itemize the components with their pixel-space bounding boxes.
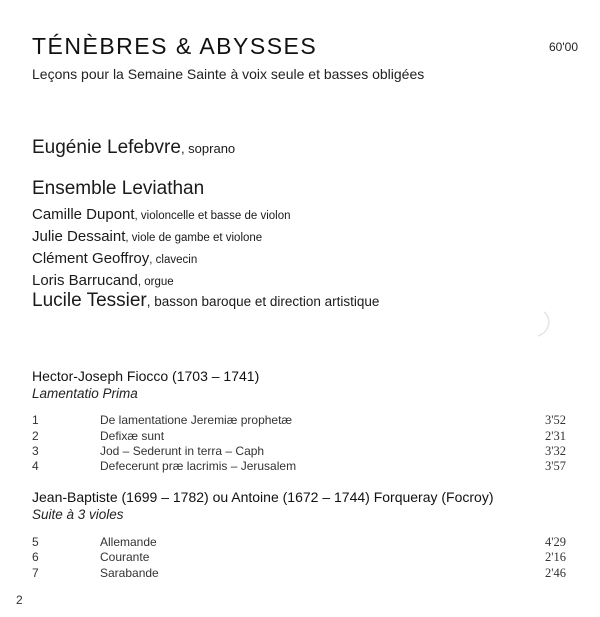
track-number: 1: [32, 413, 39, 427]
member-name: Clément Geoffroy: [32, 250, 150, 267]
ensemble-name: Ensemble Leviathan: [32, 178, 205, 199]
member-role: , clavecin: [149, 254, 198, 266]
ensemble-member: [32, 250, 197, 268]
track-title: Jod – Sederunt in terra – Caph: [100, 444, 265, 458]
track-number: 6: [32, 550, 39, 564]
track-title: Allemande: [100, 535, 157, 549]
track-row: [32, 459, 566, 475]
soloist-role: , soprano: [180, 141, 236, 156]
track-title: De lamentatione Jeremiæ prophetæ: [100, 413, 293, 427]
track-row: [32, 413, 566, 429]
member-role: , orgue: [137, 276, 174, 288]
track-row: [32, 566, 566, 582]
track-number: 5: [32, 535, 39, 549]
ensemble-member: [32, 228, 262, 246]
member-name: Loris Barrucand: [32, 272, 138, 289]
member-name: Julie Dessaint: [32, 228, 126, 245]
track-number: 2: [32, 429, 39, 443]
track-number: 3: [32, 444, 39, 458]
member-role: , viole de gambe et violone: [125, 232, 263, 244]
track-number: 7: [32, 566, 39, 580]
album-subtitle: Leçons pour la Semaine Sainte à voix seule et basses obligées: [32, 66, 425, 82]
track-title: Defecerunt præ lacrimis – Jerusalem: [100, 459, 297, 473]
track-row: [32, 429, 566, 445]
track-duration: 3'32: [544, 444, 566, 458]
ensemble-member: [32, 272, 174, 290]
page-number: 2: [16, 593, 23, 607]
track-number: 4: [32, 459, 39, 473]
track-row: [32, 535, 566, 551]
ensemble-member: [32, 206, 291, 224]
director-credit: [32, 290, 379, 312]
work-title: Lamentatio Prima: [32, 386, 138, 401]
track-duration: 2'16: [544, 550, 566, 564]
track-duration: 2'31: [544, 429, 566, 443]
track-duration: 3'52: [544, 413, 566, 427]
soloist-name: Eugénie Lefebvre: [32, 137, 181, 158]
work-title: Suite à 3 violes: [32, 507, 124, 522]
track-duration: 4'29: [544, 535, 566, 549]
track-duration: 2'46: [544, 566, 566, 580]
track-title: Sarabande: [100, 566, 159, 580]
composer-heading: Hector-Joseph Fiocco (1703 – 1741): [32, 368, 260, 384]
director-role: , basson baroque et direction artistique: [146, 294, 380, 309]
total-duration: 60'00: [549, 40, 578, 54]
soloist-credit: [32, 137, 235, 159]
member-role: , violoncelle et basse de violon: [134, 210, 291, 222]
director-name: Lucile Tessier: [32, 290, 147, 311]
album-title: TÉNÈBRES & ABYSSES: [32, 33, 318, 59]
track-title: Courante: [100, 550, 150, 564]
track-title: Defixæ sunt: [100, 429, 165, 443]
track-row: [32, 444, 566, 460]
composer-heading: Jean-Baptiste (1699 – 1782) ou Antoine (1672 – 1744) Forqueray (Focroy): [32, 489, 494, 505]
member-name: Camille Dupont: [32, 206, 135, 223]
scan-mark-decoration: [530, 310, 556, 340]
track-row: [32, 550, 566, 566]
track-duration: 3'57: [544, 459, 566, 473]
